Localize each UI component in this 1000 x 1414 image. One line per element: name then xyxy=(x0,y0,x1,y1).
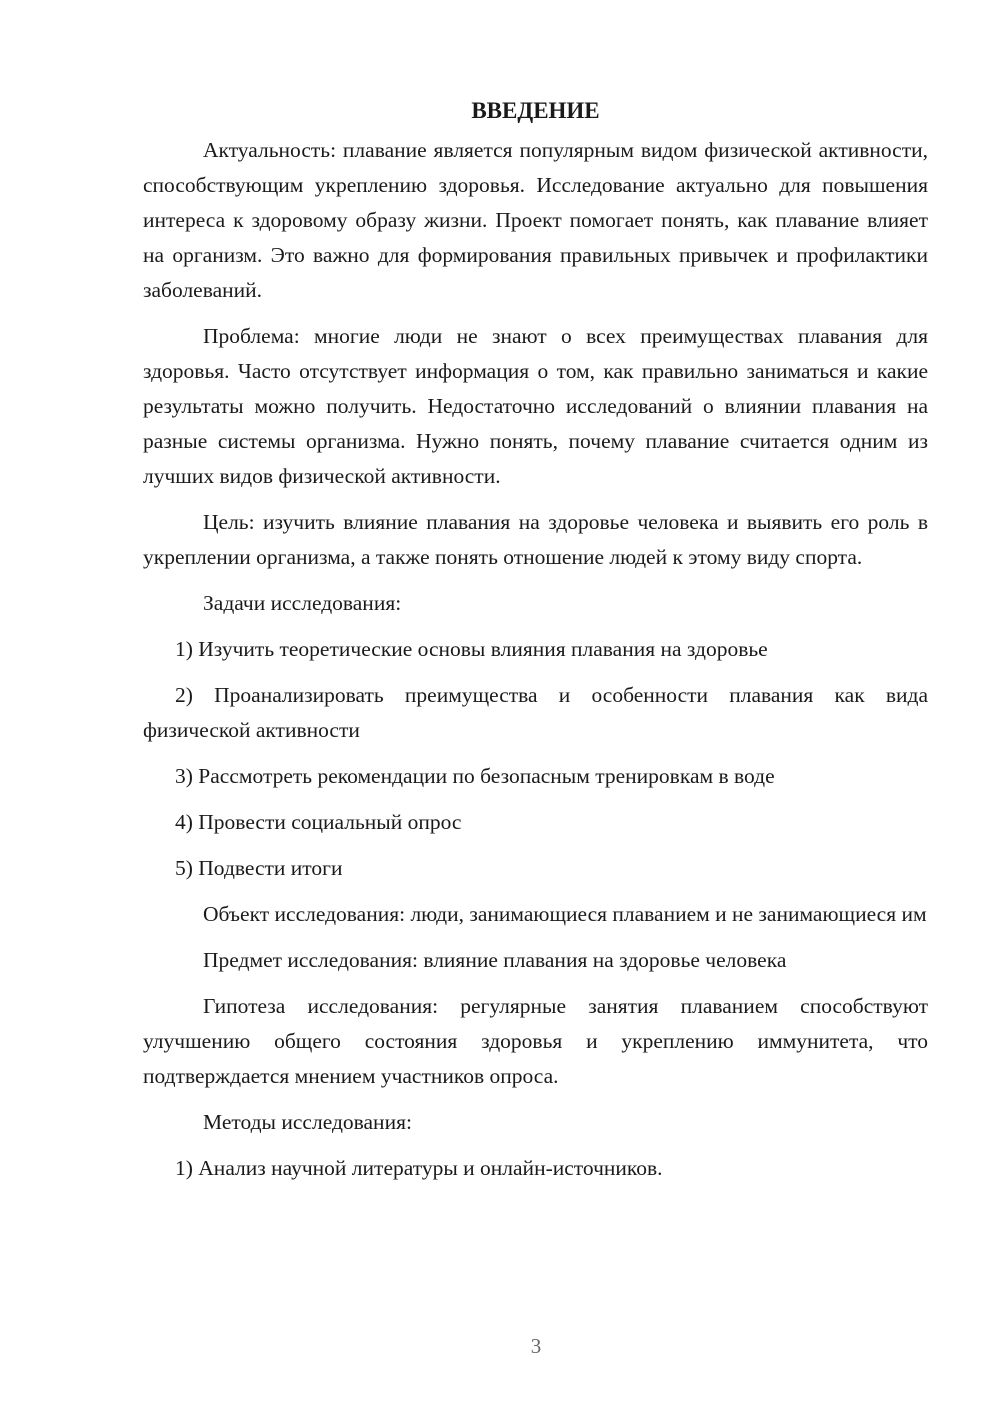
relevance-paragraph: Актуальность: плавание является популярным видом физической активности, способствующим укреплению здоровья. Исследование актуально для повышения интереса к здоровому образу жизни. Проект помогает понять, как плавание влияет на организм. Это важно для формирования правильных привычек и профилактики заболеваний. xyxy=(143,138,928,302)
method-item-1: 1) Анализ научной литературы и онлайн-источников. xyxy=(175,1156,663,1180)
task-item-5: 5) Подвести итоги xyxy=(175,856,343,880)
task-item-2: 2) Проанализировать преимущества и особенности плавания как вида физической активности xyxy=(143,683,928,742)
object-paragraph: Объект исследования: люди, занимающиеся плаванием и не занимающиеся им xyxy=(203,902,927,926)
methods-title: Методы исследования: xyxy=(203,1110,412,1134)
page-number: 3 xyxy=(530,1334,542,1358)
goal-paragraph: Цель: изучить влияние плавания на здоровье человека и выявить его роль в укреплении организма, а также понять отношение людей к этому виду спорта. xyxy=(143,510,928,569)
section-heading: ВВЕДЕНИЕ xyxy=(471,98,600,123)
subject-paragraph: Предмет исследования: влияние плавания на здоровье человека xyxy=(203,948,787,972)
task-item-1: 1) Изучить теоретические основы влияния плавания на здоровье xyxy=(175,637,768,661)
document-page xyxy=(143,93,928,1197)
task-item-4: 4) Провести социальный опрос xyxy=(175,810,462,834)
task-item-3: 3) Рассмотреть рекомендации по безопасным тренировкам в воде xyxy=(175,764,775,788)
tasks-title: Задачи исследования: xyxy=(203,591,402,615)
problem-paragraph: Проблема: многие люди не знают о всех преимуществах плавания для здоровья. Часто отсутствует информация о том, как правильно заниматься и какие результаты можно получить. Недостаточно исследований о влиянии плавания на разные системы организма. Нужно понять, почему плавание считается одним из лучших видов физической активности. xyxy=(143,324,928,488)
hypothesis-paragraph: Гипотеза исследования: регулярные занятия плаванием способствуют улучшению общего состояния здоровья и укреплению иммунитета, что подтверждается мнением участников опроса. xyxy=(143,994,928,1088)
